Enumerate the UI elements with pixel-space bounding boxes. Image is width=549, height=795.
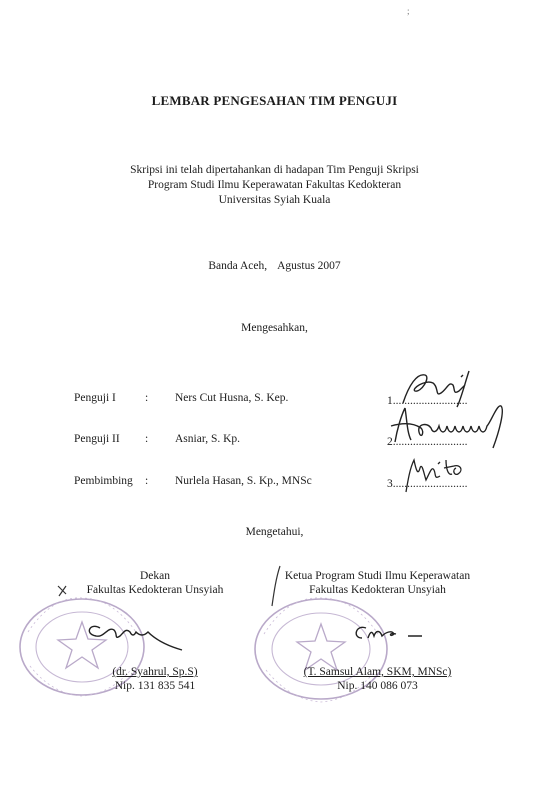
intro-line: Skripsi ini telah dipertahankan di hadapan Tim Penguji Skripsi xyxy=(130,164,419,176)
acknowledgement-heading: Mengetahui, xyxy=(245,526,304,538)
examiner-role: Pembimbing xyxy=(74,475,133,487)
signatory-position: Ketua Program Studi Ilmu Keperawatan xyxy=(284,570,471,582)
examiner-colon: : xyxy=(145,392,149,404)
examiner-name: Ners Cut Husna, S. Kep. xyxy=(175,392,289,404)
signatory-nip: Nip. 140 086 073 xyxy=(337,680,418,692)
signature-2 xyxy=(385,402,515,452)
document-title: LEMBAR PENGESAHAN TIM PENGUJI xyxy=(151,93,398,108)
approval-heading: Mengesahkan, xyxy=(241,322,308,334)
signatory-faculty: Fakultas Kedokteran Unsyiah xyxy=(86,584,224,596)
signature-3 xyxy=(400,452,470,497)
intro-paragraph xyxy=(0,163,549,208)
examiner-role: Penguji II xyxy=(74,433,120,445)
pen-mark xyxy=(56,582,70,602)
place: Banda Aceh, xyxy=(208,260,268,272)
examiner-name: Nurlela Hasan, S. Kp., MNSc xyxy=(175,475,312,487)
date: Agustus 2007 xyxy=(277,260,341,272)
dean-signature xyxy=(78,612,198,657)
signatory-nip: Nip. 131 835 541 xyxy=(114,680,196,692)
signature-line: 2.......................... xyxy=(387,436,468,448)
program-head-signature xyxy=(348,618,438,648)
signature-line: 3.......................... xyxy=(387,478,468,490)
examiner-role: Penguji I xyxy=(74,392,116,404)
scan-speck: ; xyxy=(407,6,410,16)
intro-line: Universitas Syiah Kuala xyxy=(218,194,331,206)
place-date xyxy=(0,260,549,272)
examiner-colon: : xyxy=(145,433,149,445)
signature-line: 1.......................... xyxy=(387,395,468,407)
signatory-name: (T. Samsul Alam, SKM, MNSc) xyxy=(303,666,452,678)
pen-stroke xyxy=(268,564,284,610)
intro-line: Program Studi Ilmu Keperawatan Fakultas Kedokteran xyxy=(147,179,402,191)
examiner-name: Asniar, S. Kp. xyxy=(175,433,241,445)
signatory-name: (dr. Syahrul, Sp.S) xyxy=(112,666,198,678)
signatory-position: Dekan xyxy=(139,570,170,582)
signatory-faculty: Fakultas Kedokteran Unsyiah xyxy=(309,584,446,596)
examiner-colon: : xyxy=(145,475,149,487)
